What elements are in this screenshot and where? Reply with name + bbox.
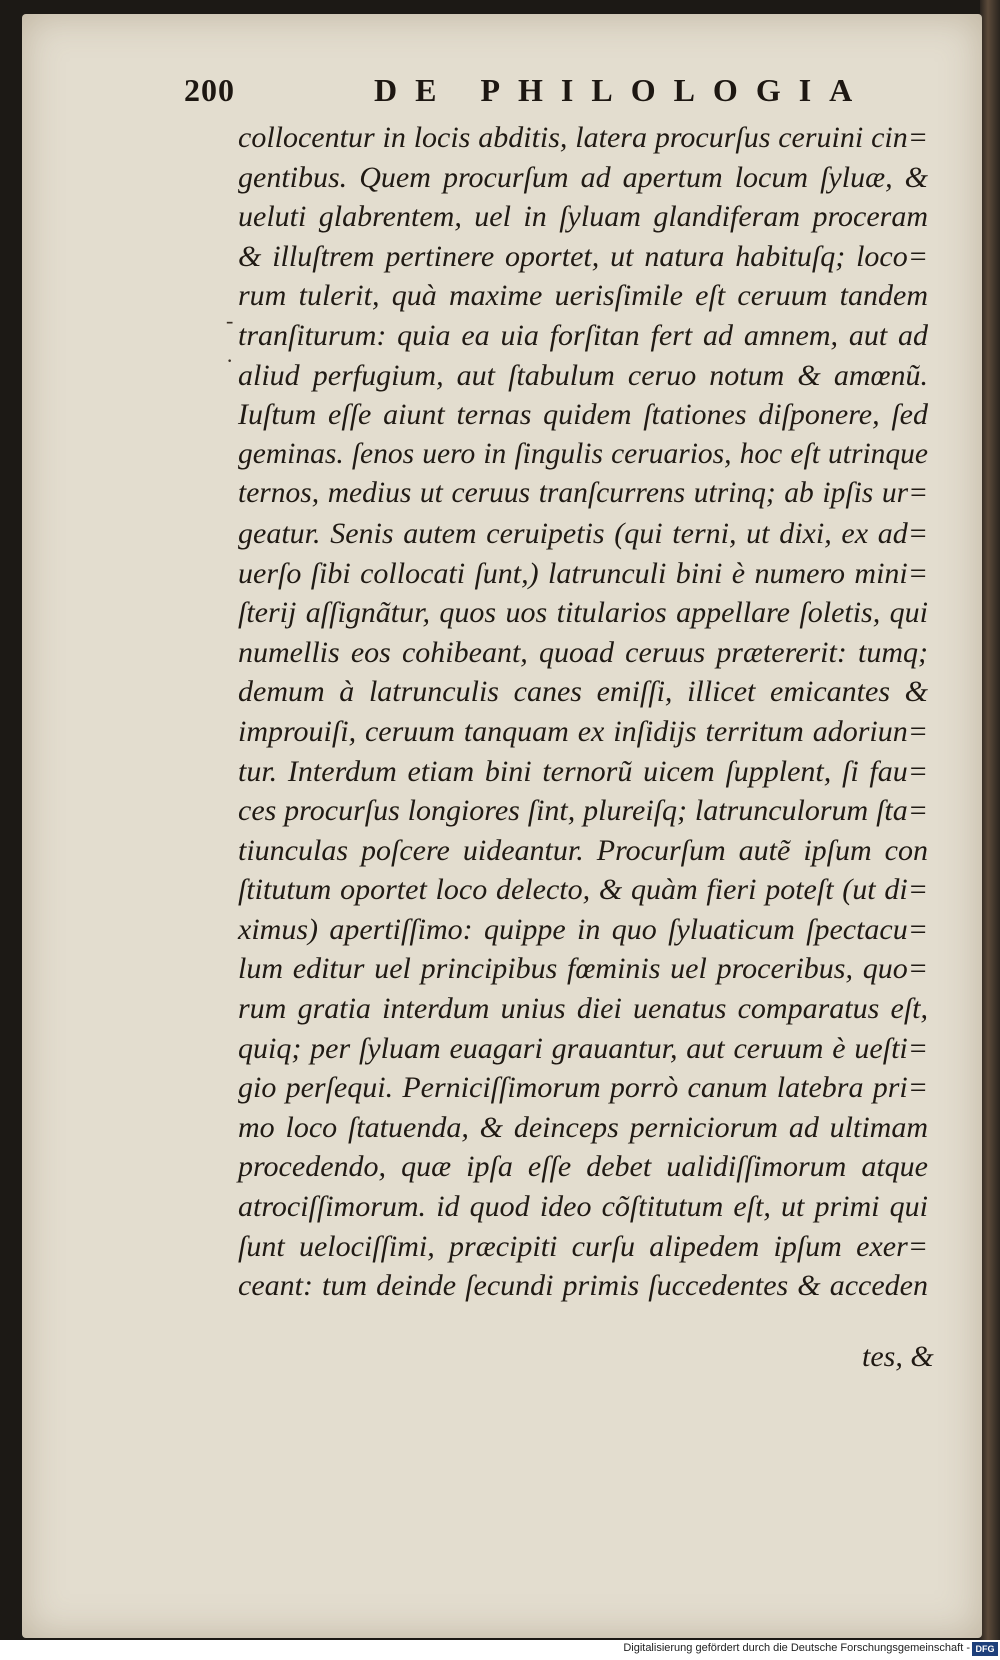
text-line: & illuſtrem pertinere oportet, ut natura habituſq; loco= (238, 239, 928, 273)
text-line: ceant: tum deinde ſecundi primis ſuccedentes & acceden (238, 1269, 928, 1303)
text-line: mo loco ſtatuenda, & deinceps perniciorum ad ultimam (238, 1110, 928, 1144)
text-line: ces procurſus longiores ſint, plureiſq; latrunculorum ſta= (238, 794, 928, 828)
margin-mark: - (226, 308, 234, 333)
text-line: aliud perfugium, aut ſtabulum ceruo notum & amœnũ. (238, 358, 928, 392)
text-line: ueluti glabrentem, uel in ſyluam glandiferam proceram (238, 200, 928, 234)
running-title: DE PHILOLOGIA (374, 72, 871, 108)
text-line: uerſo ſibi collocati ſunt,) latrunculi bini è numero mini= (238, 556, 928, 590)
text-line: ximus) apertiſſimo: quippe in quo ſyluaticum ſpectacu= (238, 912, 928, 946)
text-line: procedendo, quæ ipſa eſſe debet ualidiſſimorum atque (238, 1150, 928, 1184)
footer-credit: Digitalisierung gefördert durch die Deutsche Forschungsgemeinschaft - (623, 1642, 970, 1654)
text-line: demum à latrunculis canes emiſſi, illicet emicantes & (238, 675, 928, 709)
digitization-footer (0, 1640, 1000, 1660)
text-line: rum tulerit, quà maxime uerisſimile eſt ceruum tandem (238, 279, 928, 313)
dfg-logo-icon: DFG (972, 1642, 998, 1656)
text-line: gentibus. Quem procurſum ad apertum locum ſyluæ, & (238, 160, 928, 194)
text-line: gio perſequi. Perniciſſimorum porrò canum latebra pri= (238, 1071, 928, 1105)
text-line: quiq; per ſyluam euagari grauantur, aut ceruum è ueſti= (238, 1031, 928, 1065)
main-text (238, 118, 928, 1306)
text-line: ſtitutum oportet loco delecto, & quàm fieri poteſt (ut di= (238, 873, 928, 907)
text-line: ternos, medius ut ceruus tranſcurrens utrinq; ab ipſis ur= (238, 477, 928, 510)
text-line: atrociſſimorum. id quod ideo cõſtitutum eſt, ut primi qui (238, 1190, 928, 1224)
book-edge (980, 0, 1000, 1660)
text-line: ſunt uelociſſimi, præcipiti curſu alipedem ipſum exer= (238, 1229, 928, 1263)
text-line: rum gratia interdum unius diei uenatus comparatus eſt, (238, 992, 928, 1026)
text-line: tiunculas poſcere uideantur. Procurſum autẽ ipſum con (238, 833, 928, 867)
text-line: lum editur uel principibus fœminis uel proceribus, quo= (238, 952, 928, 986)
text-line: collocentur in locis abditis, latera procurſus ceruini cin= (238, 121, 928, 154)
page-number: 200 (184, 72, 235, 108)
text-line: ſterij aſſignãtur, quos uos titularios appellare ſoletis, qui (238, 596, 928, 630)
text-line: Iuſtum eſſe aiunt ternas quidem ſtationes diſponere, ſed (238, 398, 928, 432)
catchword: tes, & (862, 1340, 934, 1373)
text-line: numellis eos cohibeant, quoad ceruus prætererit: tumq; (238, 635, 928, 669)
text-line: tranſiturum: quia ea uia forſitan fert ad amnem, aut ad (238, 318, 928, 352)
text-line: geatur. Senis autem ceruipetis (qui terni, ut dixi, ex ad= (238, 516, 928, 550)
text-line: improuiſi, ceruum tanquam ex inſidijs territum adoriun= (238, 714, 928, 748)
margin-mark: · (226, 348, 234, 373)
text-line: tur. Interdum etiam bini ternorũ uicem ſupplent, ſi fau= (238, 754, 928, 788)
text-line: geminas. ſenos uero in ſingulis ceruarios, hoc eſt utrinque (238, 437, 928, 470)
page-header (184, 72, 924, 112)
